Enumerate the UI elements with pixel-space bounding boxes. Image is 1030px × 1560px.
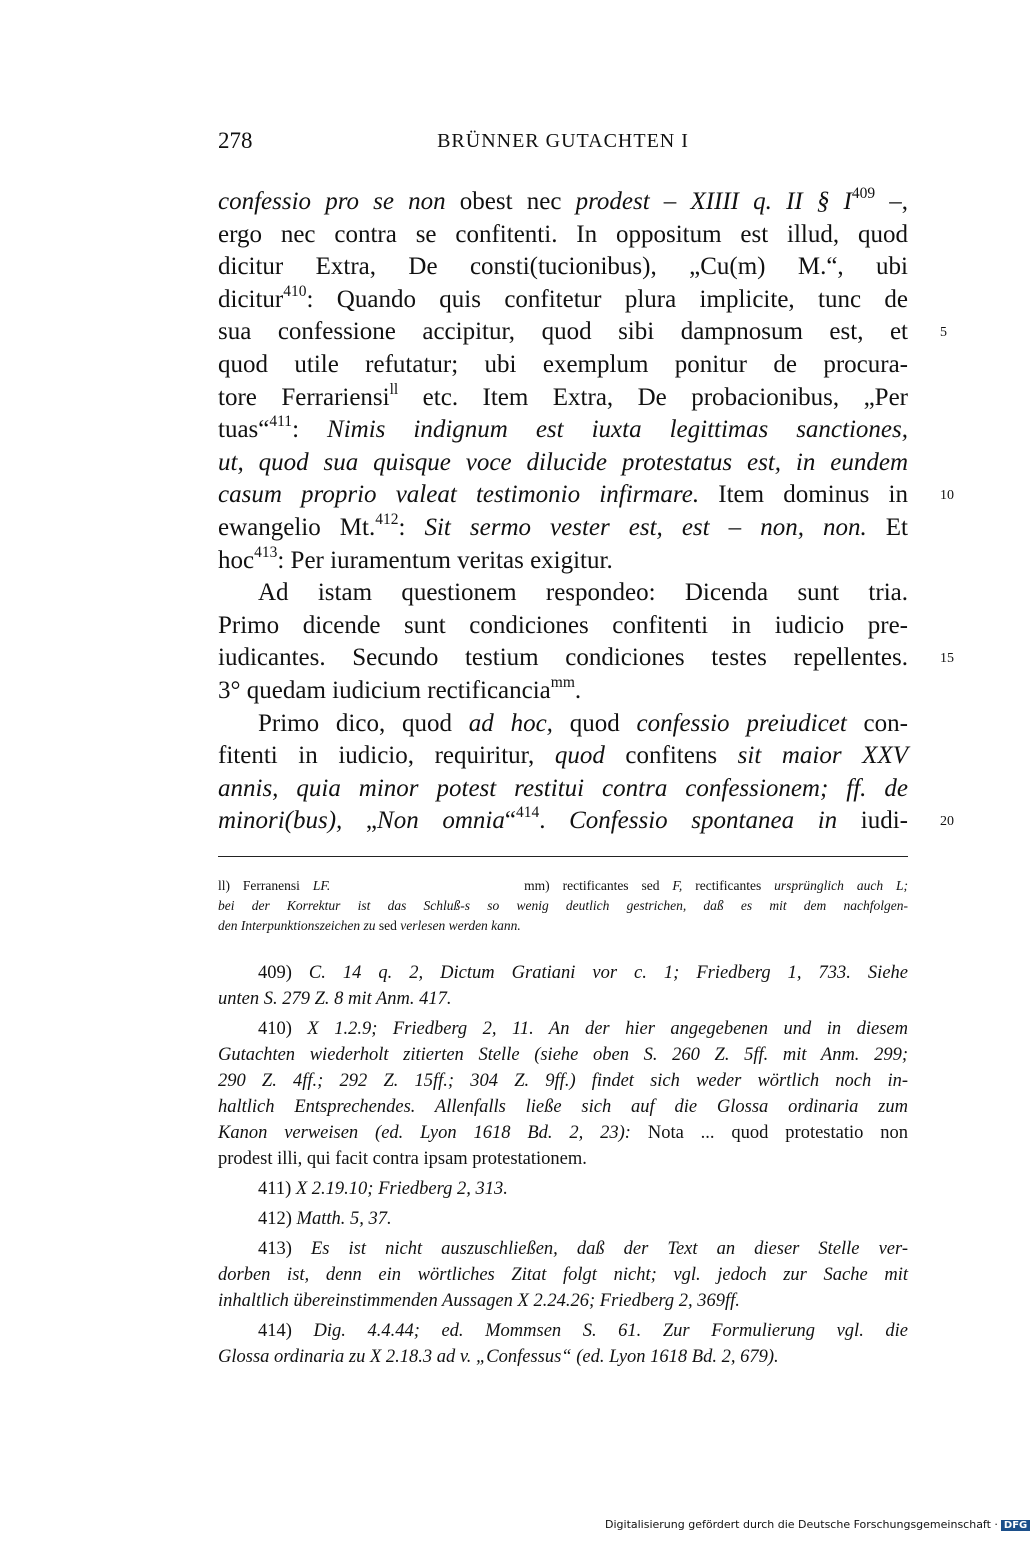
footnote-rule [218, 856, 908, 857]
text-line: dicitur Extra, De consti(tucionibus), „Cu(m) M.“, ubi [218, 253, 908, 281]
apparatus-line: ll) Ferranensi LF. mm) rectificantes sed F, rectificantes ursprünglich auch L; [218, 878, 908, 893]
text-line: 3° quedam iudicium rectificancia$^{mm}$. [218, 674, 582, 704]
dfg-logo: DFG [1001, 1520, 1030, 1531]
apparatus-line: bei der Korrektur ist das Schluß-s so wenig deutlich gestrichen, daß es mit dem nachfolgen- [218, 898, 908, 913]
text-line: dicitur$^{410}$: Quando quis confitetur plura implicite, tunc de [218, 282, 908, 313]
footnote-line: inhaltlich übereinstimmenden Aussagen X 2.24.26; Friedberg 2, 369ff. [218, 1291, 740, 1311]
credit-text: Digitalisierung gefördert durch die Deutsche Forschungsgemeinschaft · [605, 1518, 998, 1531]
text-line: iudicantes. Secundo testium condiciones testes repellentes. [218, 644, 908, 672]
footnote-line: unten S. 279 Z. 8 mit Anm. 417. [218, 989, 452, 1009]
text-line: tore Ferrariensi$^{ll}$ etc. Item Extra, De probacionibus, „Per [218, 380, 908, 411]
footnote-line: 413) Es ist nicht auszuschließen, daß der Text an dieser Stelle ver- [258, 1239, 908, 1259]
footnote-line: Gutachten wiederholt zitierten Stelle (siehe oben S. 260 Z. 5ff. mit Anm. 299; [218, 1045, 908, 1065]
footnote-line: Glossa ordinaria zu X 2.18.3 ad v. „Confessus“ (ed. Lyon 1618 Bd. 2, 679). [218, 1347, 779, 1367]
line-number: 5 [940, 325, 947, 341]
footnote-line: 410) X 1.2.9; Friedberg 2, 11. An der hier angegebenen und in diesem [258, 1019, 908, 1039]
text-line: tuas“$^{411}$: Nimis indignum est iuxta legittimas sanctiones, [218, 413, 908, 444]
line-number: 10 [940, 488, 954, 504]
footnotes [218, 960, 908, 1370]
text-line: confessio pro se non obest nec prodest – XIIII q. II § $I^{409}$ –, [218, 185, 909, 215]
text-line: Primo dico, quod ad hoc, quod confessio preiudicet con- [258, 709, 908, 737]
footnote-line: 290 Z. 4ff.; 292 Z. 15ff.; 304 Z. 9ff.) findet sich weder wörtlich noch in- [218, 1071, 908, 1091]
text-line: ut, quod sua quisque voce dilucide protestatus est, in eundem [218, 448, 908, 476]
text-line: sua confessione accipitur, quod sibi dampnosum est, et [218, 318, 908, 346]
line-number: 20 [940, 814, 954, 830]
line-number: 15 [940, 651, 954, 667]
digitization-credit [605, 1518, 1030, 1531]
text-line: casum proprio valeat testimonio infirmare. Item dominus in [218, 481, 908, 509]
footnote-line: dorben ist, denn ein wörtliches Zitat folgt nicht; vgl. jedoch zur Sache mit [218, 1265, 908, 1285]
text-line: ergo nec contra se confitenti. In oppositum est illud, quod [218, 220, 908, 248]
apparatus-line: den Interpunktionszeichen zu sed verlesen werden kann. [218, 918, 521, 933]
critical-apparatus [218, 876, 908, 936]
text-line: minori(bus), „Non omnia“$^{414}$. Confessio spontanea in iudi- [218, 804, 908, 835]
running-title: BRÜNNER GUTACHTEN I [437, 130, 689, 152]
footnote-line: Kanon verweisen (ed. Lyon 1618 Bd. 2, 23): Nota ... quod protestatio non [218, 1123, 908, 1143]
footnote-line: prodest illi, qui facit contra ipsam protestationem. [218, 1149, 587, 1169]
footnote-line: haltlich Entsprechendes. Allenfalls ließe sich auf die Glossa ordinaria zum [218, 1097, 908, 1117]
footnote-line: 411) X 2.19.10; Friedberg 2, 313. [258, 1179, 508, 1199]
text-line: Ad istam questionem respondeo: Dicenda sunt tria. [258, 579, 908, 607]
footnote-line: 412) Matth. 5, 37. [258, 1209, 392, 1229]
text-line: annis, quia minor potest restitui contra confessionem; ff. de [218, 774, 908, 802]
footnote-line: 414) Dig. 4.4.44; ed. Mommsen S. 61. Zur Formulierung vgl. die [258, 1321, 908, 1341]
text-line: Primo dicende sunt condiciones confitenti in iudicio pre- [218, 611, 908, 639]
main-text [218, 186, 908, 838]
running-header [218, 128, 908, 164]
text-line: fitenti in iudicio, requiritur, quod confitens sit maior XXV [218, 742, 908, 770]
footnote-line: 409) C. 14 q. 2, Dictum Gratiani vor c. 1; Friedberg 1, 733. Siehe [258, 963, 908, 983]
page-number: 278 [218, 128, 253, 153]
text-line: quod utile refutatur; ubi exemplum ponitur de procura- [218, 350, 908, 378]
text-line: ewangelio Mt.$^{412}$: Sit sermo vester est, est – non, non. Et [218, 511, 908, 541]
text-line: hoc$^{413}$: Per iuramentum veritas exigitur. [218, 543, 613, 574]
